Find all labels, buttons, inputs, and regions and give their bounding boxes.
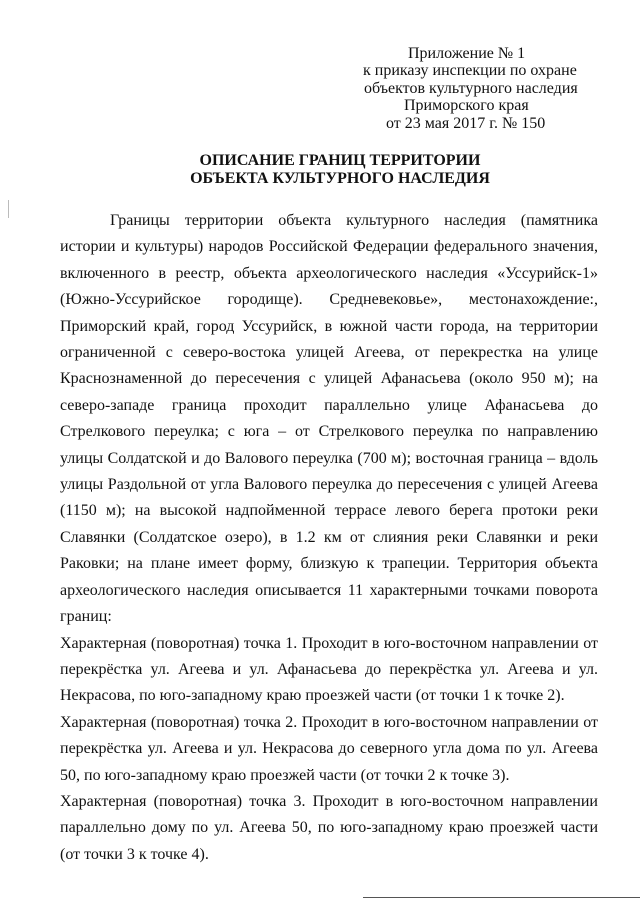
paragraph-boundaries: Границы территории объекта культурного наследия (памятника истории и культуры) народов Российской Федерации федерального значения, включенного в реестр, объекта археологического наследия «Уссурийск-1» (Южно-Уссурийское городище). Средневековье», местонахождение:, Приморский край, город Уссурийск, в южной части города, на территории ограниченной с северо-востока улицей Агеева, от перекрестка на улице Краснознаменной до пересечения с улицей Афанасьева (около 950 м); на северо-западе граница проходит параллельно улице Афанасьева до Стрелкового переулка; с юга – от Стрелкового переулка по направлению улицы Солдатской и до Валового переулка (700 м); восточная граница – вдоль улицы Раздольной от угла Валового переулка до пересечения с улицей Агеева (1150 м); на высокой надпойменной террасе левого берега протоки реки Славянки (Солдатское озеро), в 1.2 км от слияния реки Славянки и реки Раковки; на плане имеет форму, близкую к трапеции. Территория объекта археологического наследия описывается 11 характерными точками поворота границ: — [60, 212, 598, 626]
page-bottom-rule — [363, 897, 640, 898]
appendix-header — [300, 45, 630, 132]
document-body — [60, 208, 598, 868]
scan-margin-mark — [8, 200, 9, 218]
appendix-line-objects: объектов культурного наследия — [364, 79, 578, 97]
appendix-line-date: от 23 мая 2017 г. № 150 — [386, 114, 546, 132]
appendix-line-region: Приморского края — [404, 97, 529, 115]
title-line-1: ОПИСАНИЕ ГРАНИЦ ТЕРРИТОРИИ — [199, 152, 481, 169]
paragraph-point-1: Характерная (поворотная) точка 1. Проходит в юго-восточном направлении от перекрёстка ул. Агеева и ул. Афанасьева до перекрёстка ул. Агеева и ул. Некрасова, по юго-западному краю проезжей части (от точки 1 к точке 2). — [60, 634, 598, 705]
appendix-line-number: Приложение № 1 — [408, 45, 526, 62]
title-line-2: ОБЪЕКТА КУЛЬТУРНОГО НАСЛЕДИЯ — [190, 170, 490, 187]
paragraph-point-3: Характерная (поворотная) точка 3. Проходит в юго-восточном направлении параллельно дому по ул. Агеева 50, по юго-западному краю проезжей части (от точки 3 к точке 4). — [60, 792, 598, 863]
document-title — [80, 152, 600, 188]
appendix-line-order: к приказу инспекции по охране — [363, 62, 577, 80]
paragraph-point-2: Характерная (поворотная) точка 2. Проходит в юго-восточном направлении от перекрёстка ул. Агеева и ул. Некрасова до северного угла дома по ул. Агеева 50, по юго-западному краю проезжей части (от точки 2 к точке 3). — [60, 713, 598, 784]
